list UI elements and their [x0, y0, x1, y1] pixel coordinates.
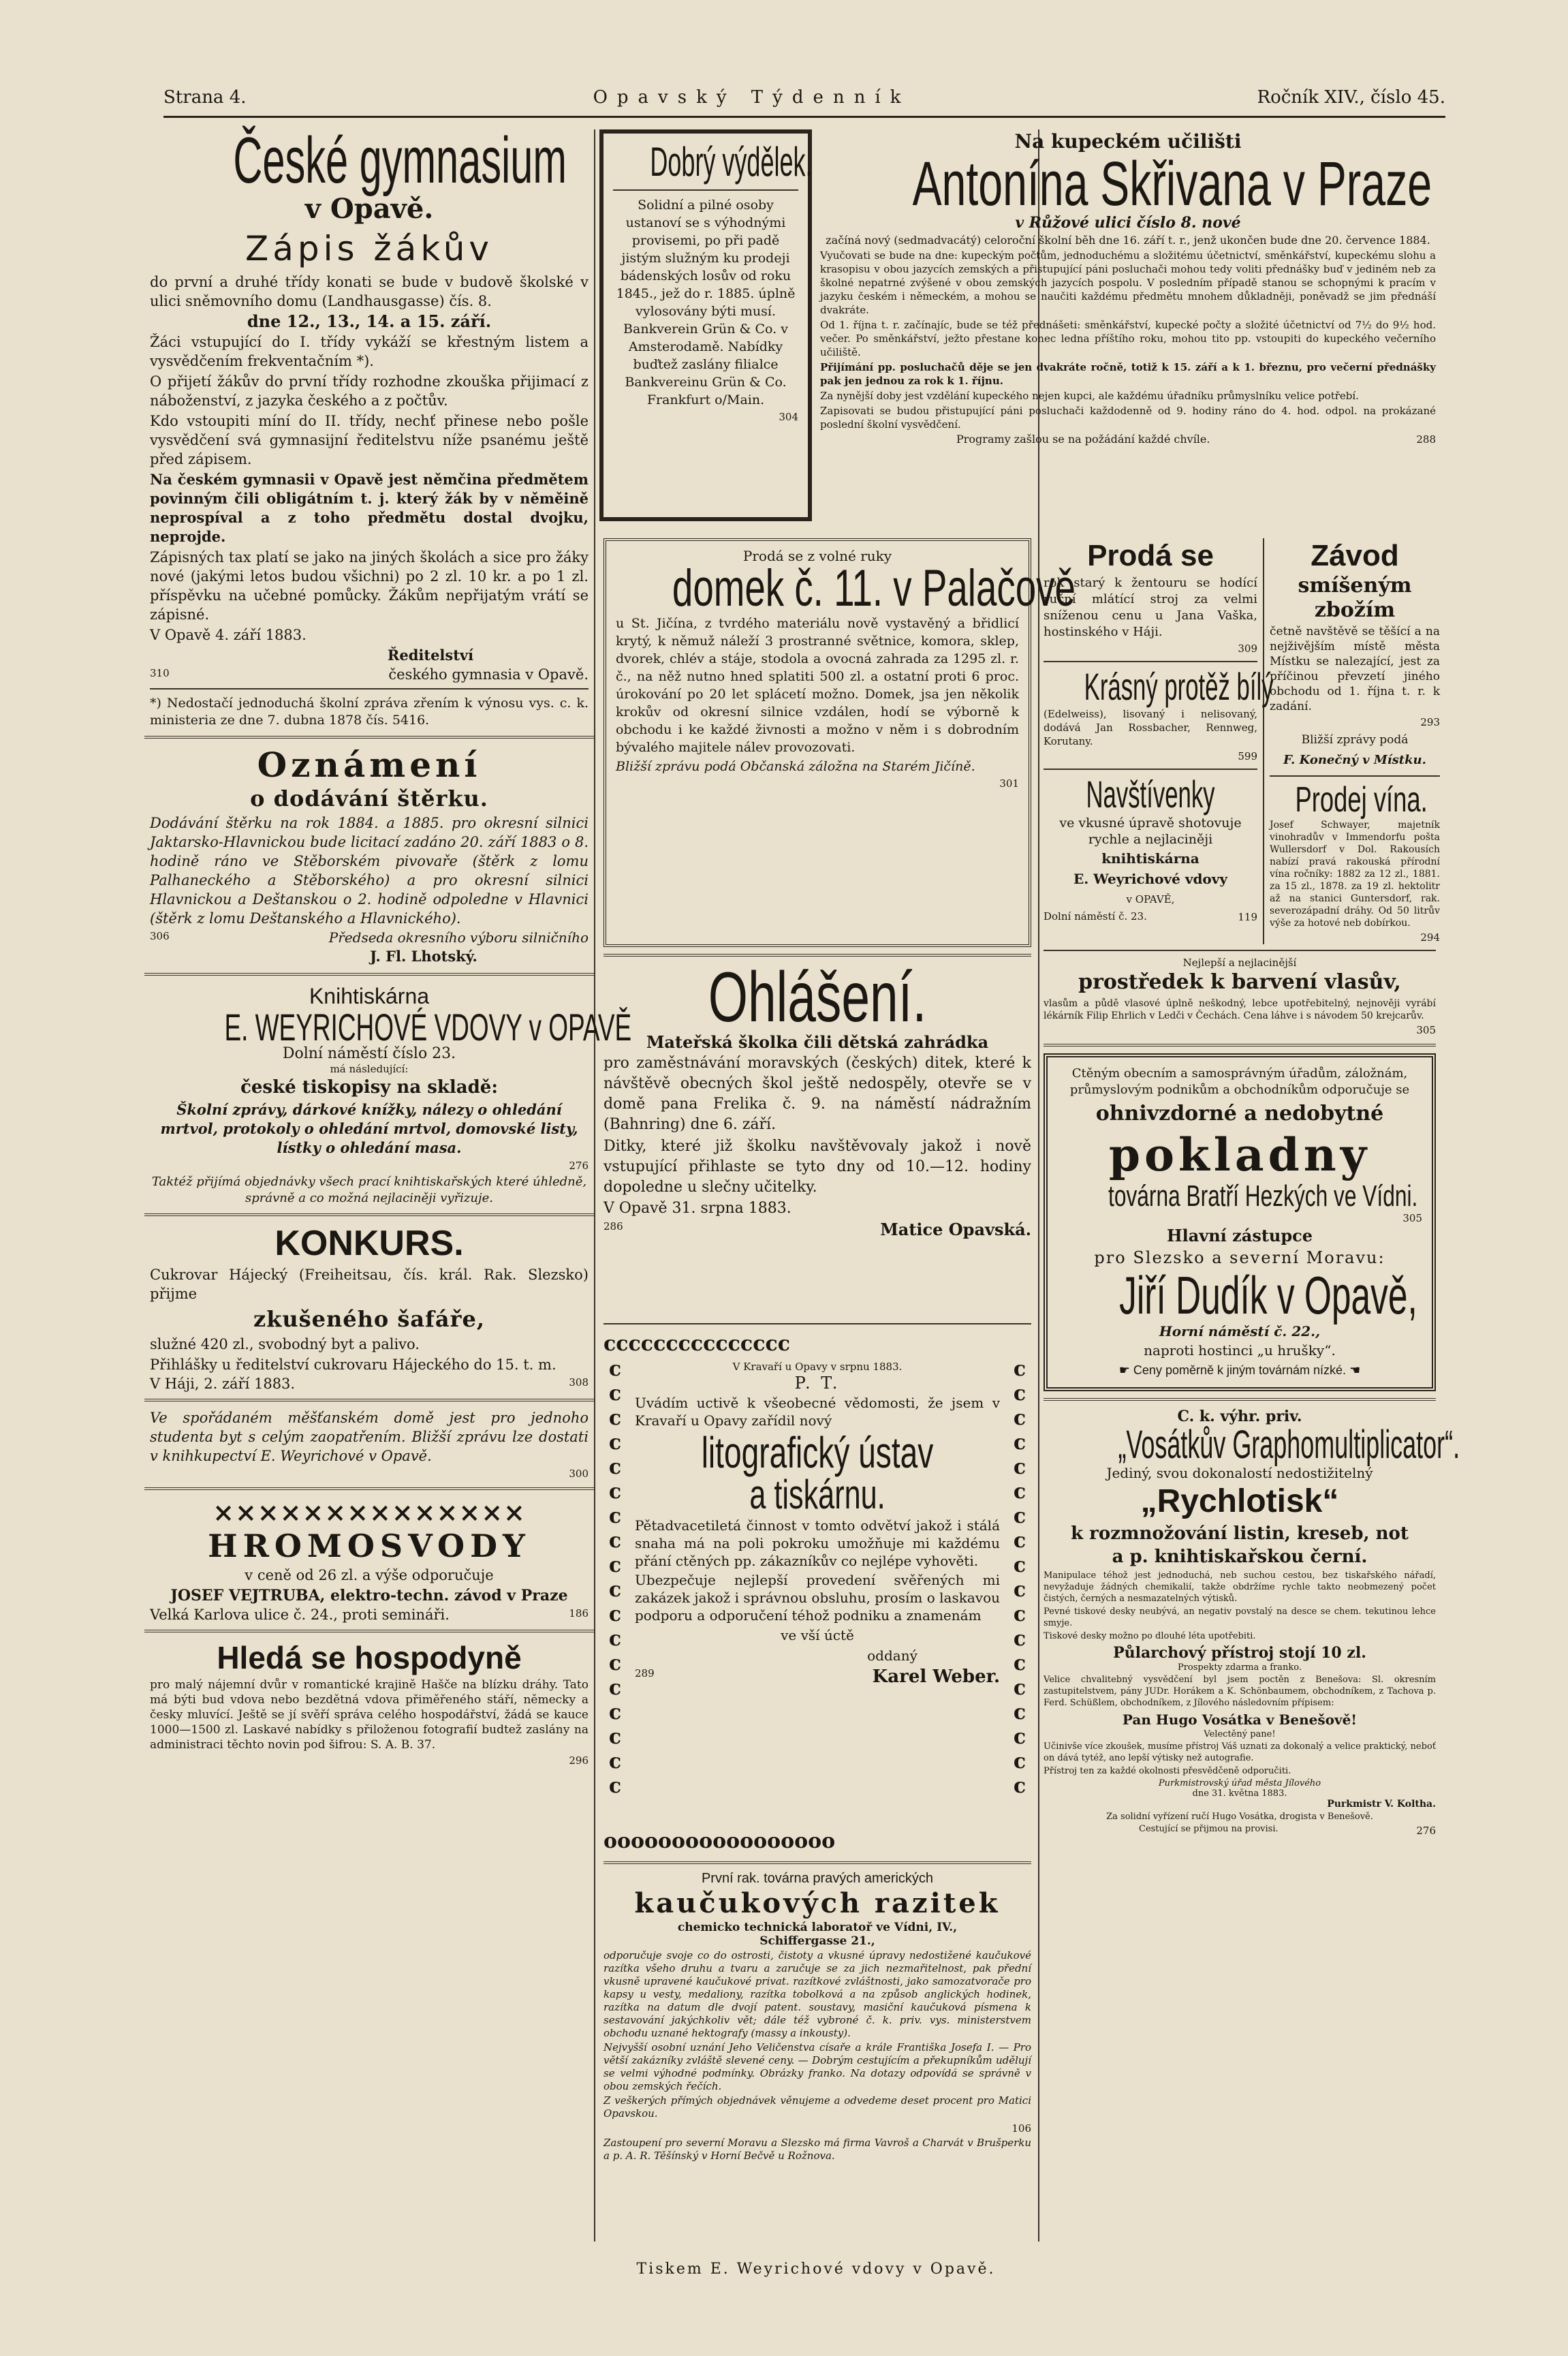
- vosatka-p6: Velice chvalitebný vysvědčení byl jsem poctěn z Benešova: Sl. okresním zastupitelstvem, pány JUDr. Horákem a K. Schönbaumem, obchodníkem, z Tachova p. Ferd. Schüßlem, obchodníkem, z Jílového následovním přípisem:: [1044, 1675, 1436, 1708]
- right-sub-right: [1264, 538, 1440, 944]
- right-row-1: [1044, 538, 1440, 944]
- ad-number: 599: [1238, 750, 1257, 762]
- vosatka-title2: „Rychlotisk“: [1140, 1483, 1339, 1519]
- oznameni-title: Oznámení: [257, 745, 482, 785]
- ad-number: 289: [635, 1667, 655, 1679]
- lito-title: litografický ústav: [701, 1428, 934, 1477]
- kupecke-row: [820, 433, 1436, 446]
- lito-title2: a tiskárnu.: [749, 1472, 885, 1517]
- student-text: Ve spořádaném měšťanském domě jest pro jednoho studenta byt s celým zaopatřením. Bližší zprávu lze dostati v knihkupectví E. Weyrichové v Opavě.: [150, 1410, 589, 1464]
- hospodyne-title: Hledá se hospodyně: [217, 1640, 522, 1675]
- navstivenky-row: [1044, 910, 1257, 924]
- page-header: [163, 80, 1445, 114]
- dobry-ad-wrap: [594, 129, 816, 525]
- vosatka-p7: Velectěný pane!: [1204, 1729, 1276, 1739]
- pokladny-p2: Hlavní zástupce: [1166, 1226, 1313, 1245]
- vino-text: Josef Schwayer, majetník vinohradův v Immendorfu pošta Wullersdorf v Dol. Rakousích nabízí pravá rakouská přírodní vína ročníky: 1882 za 12 zl., 1881. za 15 zl., 1878. za 19 zl. hektolitr až na stanici Guntersdorf, rak. severozápadní dráhy. Od 50 litrův výše za hotové neb dobírkou.: [1270, 820, 1440, 929]
- ohlaseni-text2: Ditky, které již školku navštěvovaly jakož i nově vstupující přihlaste se tyto dny od 10.—12. hodiny dopoledne u slečny učitelky.: [603, 1138, 1031, 1196]
- gymnasium-p2: Žáci vstupující do I. třídy vykáží se křestným listem a vysvědčením frekventačním *).: [150, 334, 589, 369]
- knihtiskarna-note: Taktéž přijímá objednávky všech prací knihtiskařských které úhledně, správně a co možná nejlaciněji vyřizuje.: [151, 1175, 587, 1205]
- ad-number: 305: [1402, 1212, 1422, 1224]
- vosatka-ad: [1044, 1408, 1460, 1838]
- ad-number: 308: [569, 1376, 589, 1389]
- navstivenky-p5: Dolní náměstí č. 23.: [1044, 910, 1147, 923]
- kupecke-p3: Od 1. října t. r. začínajíc, bude se též přednášeti: směnkářství, kupecké počty a složité účetnictví od 7½ do 9½ hod. večer. Po směnkářství, ježto přestane konec ledna příštího roku, mohou tito pp. vstoupiti do kupeckého večerního učiliště.: [820, 319, 1436, 358]
- vlasy-ad: [1044, 957, 1436, 1037]
- gymnasium-sign-row: [150, 666, 589, 683]
- navstivenky-p3: E. Weyrichové vdovy: [1073, 871, 1228, 887]
- vosatka-title4: a p. knihtiskařskou černí.: [1112, 1547, 1368, 1567]
- lito-p5: oddaný: [867, 1647, 918, 1664]
- knihtiskarna-ad: [144, 982, 632, 1207]
- dobry-ad: [599, 129, 812, 521]
- hromosvody-p3: Velká Karlova ulice č. 24., proti semináři.: [150, 1607, 450, 1623]
- prodase-title: Prodá se: [1087, 539, 1214, 572]
- right-sub-left: [1044, 538, 1274, 944]
- konkurs-p2: služné 420 zl., svobodný byt a palivo.: [150, 1336, 420, 1352]
- page-number: Strana 4.: [163, 87, 247, 108]
- pokladny-p6: ☛ Ceny poměrně k jiným továrnám nízké. ☚: [1118, 1363, 1361, 1377]
- gymnasium-place-date: V Opavě 4. září 1883.: [150, 627, 307, 643]
- vosatka-title3: k rozmnožování listin, kreseb, not: [1071, 1523, 1409, 1544]
- vosatka-p5: Prospekty zdarma a franko.: [1177, 1662, 1302, 1673]
- hromosvody-p2: JOSEF VEJTRUBA, elektro-techn. závod v Praze: [170, 1587, 568, 1605]
- konkurs-post: zkušeného šafáře,: [253, 1306, 485, 1332]
- ad-number: 186: [569, 1607, 589, 1619]
- ohlaseni-sign-row: [603, 1220, 1031, 1239]
- lito-p1: Uvádím uctivě k všeobecné vědomosti, že jsem v Kravaří u Opavy zařídil nový: [635, 1395, 1000, 1429]
- ad-number: 106: [1012, 2122, 1031, 2135]
- vosatka-p1: Jediný, svou dokonalostí nedostižitelný: [1106, 1465, 1373, 1481]
- ad-number: 306: [150, 930, 170, 942]
- gymnasium-ad: [144, 124, 594, 729]
- ad-number: 288: [1416, 433, 1436, 446]
- zavod-title: Závod: [1311, 539, 1399, 572]
- lito-p4: ve vší úctě: [781, 1627, 854, 1643]
- vlasy-text: vlasům a půdě vlasové úplně neškodný, lebce upotřebitelný, nejnověji vyrábí lékárník Filip Ehrlich v Ledči v Čechách. Cena láhve i s návodem 50 krejcarův.: [1044, 998, 1436, 1021]
- domek-text: u St. Jičína, z tvrdého materiálu nově vystavěný a břidlicí krytý, k němuž náleží 3 prostranné světnice, komora, sklep, dvorek, chlév a stáje, stodola a ovocná zahrada za 1295 zl. r. č., na něž nutno hned splatiti 500 zl. a ostatní proti 6 proc. úrokování po 20 let splácetí možno. Domek, jsa jen několik krokův od okresní silnice vzdálen, hodí se výborně k obchodu i ke každé živnosti a možno v něm i s dobrodním bývalého majitele nálev provozovati.: [616, 616, 1019, 755]
- kupecke-p1: začíná nový (sedmadvacátý) celoroční školní běh dne 16. září t. r., jenž ukončen bude dne 20. července 1884.: [826, 234, 1430, 247]
- zavod-sign: F. Konečný v Místku.: [1283, 753, 1426, 767]
- oznameni-ad: [144, 745, 594, 966]
- gymnasium-city: v Opavě.: [304, 193, 434, 225]
- knihtiskarna-small: má následující:: [330, 1063, 409, 1075]
- ad-number: 304: [779, 411, 798, 423]
- hromosvody-title: HROMOSVODY: [208, 1528, 531, 1564]
- ad-number: 305: [1416, 1024, 1436, 1036]
- kupecke-p7: Programy zašlou se na požádání každé chvíle.: [956, 433, 1210, 446]
- vino-ad: [1270, 782, 1440, 944]
- konkurs-p3: Přihlášky u ředitelství cukrovaru Hájeckého do 15. t. m.: [150, 1357, 556, 1373]
- oznameni-sign1: Předseda okresního výboru silničního: [328, 929, 589, 946]
- domek-ad: [603, 538, 1076, 947]
- gymnasium-footnote: *) Nedostačí jednoduchá školní zpráva zřením k výnosu vys. c. k. ministeria ze dne 7. dubna 1878 čís. 5416.: [150, 696, 589, 728]
- pokladny-title2: pokladny: [1108, 1128, 1371, 1181]
- vlasy-head: Nejlepší a nejlacinější: [1182, 957, 1297, 969]
- vosatka-p13: Cestující se přijmou na provisi.: [1139, 1824, 1279, 1834]
- gymnasium-p5: Na českém gymnasii v Opavě jest němčina předmětem povinným čili obligátním t. j. který žák by v něměině neprospíval a z toho předmětu dostal dvojku, neprojde.: [150, 471, 589, 545]
- lito-p2: Pětadvacetiletá činnost v tomto odvětví jakož i stálá snaha má na poli pokroku umožňuje mi každému přání ctěných pp. zákazníkův co nejlépe vyhověti.: [635, 1517, 1000, 1569]
- dobry-text: Solidní a pilné osoby ustanoví se s výhodnými provisemi, po při padě jistým služným ku prodeji bádenských losův od roku 1845., jež do r. 1885. úplně vylosovány býti musí. Bankverein Grün & Co. v Amsterodamě. Nabídky buďtež zaslány filialce Bankvereinu Grün & Co. Frankfurt o/Main.: [616, 198, 796, 407]
- konkurs-p1: Cukrovar Hájecký (Freiheitsau, čís. král. Rak. Slezsko) přijme: [150, 1267, 589, 1302]
- pointing-hand-icon: ☚: [1349, 1363, 1361, 1377]
- protez-ad: [1044, 665, 1274, 763]
- gymnasium-p1: do první a druhé třídy konati se bude v budově školské v ulici sněmovního domu (Landhausgasse) čís. 8.: [150, 274, 589, 309]
- kupecke-p4: Přijímání pp. posluchačů děje se jen dvakráte ročně, totiž k 15. září a k 1. březnu, pro večerní přednášky pak jen jednou za rok k 1. říjnu.: [820, 361, 1436, 387]
- vosatka-p12: Za solidní vyřízení ručí Hugo Vosátka, drogista v Benešově.: [1106, 1812, 1373, 1822]
- printer-imprint: Tiskem E. Weyrichové vdovy v Opavě.: [636, 2261, 996, 2278]
- lito-p3: Ubezpečuje nejlepší provedení svěřených mi zakázek jakož i správnou obsluhu, prosím o laskavou podporu a odporučení téhož podniku a znamenám: [635, 1572, 1000, 1624]
- gymnasium-p3: O přijetí žákův do první třídy rozhodne zkouška přijimací z náboženství, z jazyka českého a z počtův.: [150, 373, 589, 409]
- vosatka-p4: Tiskové desky možno po dlouhé léta upotřebiti.: [1044, 1631, 1256, 1641]
- ohlaseni-text: pro zaměstnávání moravských (českých) ditek, které k návštěvě obecných škol ještě nedospěly, otevře se v domě pana Frelika č. 9. na náměstí nádražním (Bahnring) dne 6. září.: [603, 1055, 1031, 1133]
- vosatka-addressee: Pan Hugo Vosátka v Benešově!: [1122, 1711, 1358, 1728]
- knihtiskarna-line: české tiskopisy na skladě:: [240, 1077, 498, 1098]
- protez-title: Krásný protěž bílý: [1084, 665, 1274, 708]
- kupecke-head: Na kupeckém učilišti: [1014, 130, 1242, 153]
- razitka-sub2: Schiffergasse 21.,: [759, 1934, 875, 1948]
- vino-title: Prodej vína.: [1295, 780, 1428, 820]
- protez-text: (Edelweiss), lisovaný i nelisovaný, dodává Jan Rossbacher, Rennweg, Korutany.: [1044, 708, 1257, 747]
- pointing-hand-icon: ☛: [1118, 1363, 1130, 1377]
- newspaper-title: Opavský Týdenník: [593, 87, 911, 108]
- navstivenky-p4: v OPAVĚ,: [1126, 893, 1175, 905]
- ad-number: 309: [1238, 642, 1257, 655]
- chain-border-right: cccccccccccccccccc: [1013, 1357, 1026, 1798]
- ad-number: 293: [1420, 716, 1440, 728]
- lito-sign-row: [635, 1667, 1000, 1687]
- vosatka-p9: Přístroj ten za každé okolnosti přesvědčeně odporučiti.: [1044, 1766, 1291, 1776]
- razitka-text2: Nejvyšší osobní uznání Jeho Veličenstva císaře a krále Františka Josefa I. — Pro větší zakázníky zvláště slevené ceny. — Dobrým cestujícím a překupníkům udělují se velmi výhodné podmínky. Obrázky franko. Na dotazy odpovídá se správně v obou zemských řečích.: [603, 2041, 1031, 2092]
- ad-number: 300: [569, 1468, 589, 1480]
- pokladny-p1: Ctěným obecním a samosprávným úřadům, záložnám, průmyslovým podnikům a obchodníkům odporučuje se: [1069, 1066, 1410, 1097]
- konkurs-title: KONKURS.: [275, 1224, 464, 1263]
- ad-number: 286: [603, 1220, 623, 1233]
- zavod-text: četně navštěvě se těšící a na nejživějším místě města Místku se nalezající, jest za příčinou převzetí jiného obchodu od 1. října t. r. k zadání.: [1270, 625, 1440, 713]
- zavod-info: Bližší zprávy podá: [1301, 733, 1409, 747]
- vosatka-p11: dne 31. května 1883.: [1192, 1788, 1287, 1799]
- hromosvody-row: [150, 1607, 589, 1623]
- vosatka-p2: Manipulace téhož jest jednoduchá, neb suchou cestou, bez tiskařského nářadí, nevyžaduje žádných chemikalií, takže obdržíme rychle takto neobmezený počet čistých, černých a nesmazatelných výtisků.: [1044, 1570, 1436, 1604]
- knihtiskarna-title: E. WEYRICHOVÉ VDOVY v OPAVĚ: [224, 1006, 632, 1049]
- ad-number: 296: [569, 1754, 589, 1767]
- lito-ad: [603, 1330, 1031, 1855]
- oznameni-subtitle: o dodávání štěrku.: [250, 786, 488, 811]
- zavod-ad: [1270, 538, 1440, 770]
- hromosvody-p1: v ceně od 26 zl. a výše odporučuje: [245, 1567, 494, 1583]
- crosses-ornament: ××××××××××××××: [213, 1497, 526, 1528]
- ad-number: 276: [1416, 1825, 1436, 1837]
- ohlaseni-ad: [603, 958, 1031, 1318]
- hospodyne-text: pro malý nájemní dvůr v romantické krajině Hašče na blízku dráhy. Tato má býti bud vdova nebo bezdětná vdova přiměřeného stáří, německy a česky mluvící. Ještě se jí svěří správa celého hospodářství, žádá se kauce 1000—1500 zl. Laskavé nabídky s přiloženou fotografií budtež zaslány na administraci těchto novin pod šifrou: S. A. B. 37.: [150, 1678, 589, 1752]
- navstivenky-ad: [1044, 775, 1257, 924]
- chain-border-left: cccccccccccccccccc: [608, 1357, 622, 1798]
- gymnasium-sign2: českého gymnasia v Opavě.: [388, 666, 589, 683]
- issue-number: Ročník XIV., číslo 45.: [1257, 87, 1445, 108]
- domek-info: Bližší zprávu podá Občanská záložna na Starém Jičíně.: [616, 759, 975, 774]
- gymnasium-p6: Zápisných tax platí se jako na jiných školách a sice pro žáky nové (jakými letos budou všichni) po 2 zl. 10 kr. a po 1 zl. příspěvku na učebné pomůcky. Žákům nepřijatým vrátí se zápisné.: [150, 549, 589, 623]
- enrolment-title: Zápis žákův: [245, 229, 494, 268]
- kupecke-p6: Zapisovati se budou přistupující páni posluchači každodenně od 9. hodiny ráno do 4. hod. odpol. na prokázané poslední školní vysvědčení.: [820, 405, 1436, 431]
- pokladny-title3: továrna Bratří Hezkých ve Vídni.: [1108, 1179, 1418, 1213]
- pokladny-p4: Horní náměstí č. 22.,: [1159, 1323, 1321, 1339]
- vlasy-title: prostředek k barvení vlasův,: [1078, 970, 1401, 994]
- domek-head: Prodá se z volné ruky: [742, 548, 892, 564]
- kupecke-p2: Vyučovati se bude na dne: kupeckým počtům, jednoduchému a složitému účetnictví, směnkářství, kupeckému slohu a krasopisu v obou jazycích zemských a přistupující páni posluchači mohou tedy voliti přednášky buď v jediném neb za školné nepatrné zvýšené v obou zemských jazycích pospolu. V posledním případě stanou se schopnými k pracím v jazyku českém i německém, a mohou se naučiti každému předmětu mnohem důkladněji, poněvadž se jim přednáší dvakráte.: [820, 249, 1436, 316]
- prodase-text: rok starý k žentouru se hodící ruční mlátící stroj za velmi sníženou cenu u Jana Vaška, hostinského v Háji.: [1044, 576, 1257, 639]
- vosatka-price: Půlarchový přístroj stojí 10 zl.: [1113, 1644, 1366, 1662]
- zavod-title2: smíšeným zbožím: [1298, 574, 1412, 622]
- lito-sign: Karel Weber.: [872, 1667, 1000, 1687]
- dobry-title: Dobrý výdělek.: [650, 139, 813, 185]
- oznameni-sign2: J. Fl. Lhotský.: [370, 948, 477, 965]
- ad-number: 294: [1420, 931, 1440, 944]
- navstivenky-p2: knihtiskárna: [1101, 850, 1199, 867]
- pokladny-p3: pro Slezsko a severní Moravu:: [1094, 1248, 1385, 1267]
- vosatka-sign: Purkmistr V. Koltha.: [1327, 1799, 1436, 1810]
- knihtiskarna-addr: Dolní náměstí číslo 23.: [282, 1045, 456, 1062]
- prodase-ad: [1044, 538, 1257, 655]
- ohlaseni-sub: Mateřská školka čili dětská zahrádka: [646, 1032, 989, 1052]
- pokladny-p5: naproti hostinci „u hrušky“.: [1144, 1342, 1336, 1359]
- pokladny-title1: ohnivzdorné a nedobytné: [1095, 1102, 1384, 1126]
- vosatka-row: [1044, 1824, 1436, 1838]
- konkurs-ad: [144, 1223, 594, 1392]
- chain-border-top: ccccccccccccccc: [603, 1331, 790, 1356]
- ad-number: 301: [999, 777, 1019, 790]
- oznameni-sign-row: [150, 929, 589, 946]
- vosatka-title: „Vosátkův Graphomultiplicator“.: [1118, 1423, 1460, 1467]
- domek-title: domek č. 11. v Palačově: [672, 559, 1076, 617]
- navstivenky-p1: ve vkusné úpravě shotovuje rychle a nejlaciněji: [1059, 816, 1242, 847]
- pokladny-title4: Jiří Dudík v Opavě,: [1119, 1265, 1417, 1325]
- konkurs-sign-row: [150, 1376, 589, 1392]
- knihtiskarna-items: Školní zprávy, dárkové knížky, nálezy o ohledání mrtvol, protokoly o ohledání mrtvol, domovské listy, lístky o ohledání masa.: [160, 1101, 578, 1156]
- vosatka-p10: Purkmistrovský úřad města Jílového: [1158, 1778, 1321, 1788]
- gymnasium-dates: dne 12., 13., 14. a 15. září.: [247, 311, 492, 331]
- knihtiskarna-head: Knihtiskárna: [309, 984, 430, 1008]
- kupecke-ad: [816, 129, 1440, 531]
- column-middle: [594, 538, 1076, 2255]
- ohlaseni-place-date: V Opavě 31. srpna 1883.: [603, 1200, 791, 1217]
- razitka-text4: Zastoupení pro severní Moravu a Slezsko má firma Vavroš a Charvát v Brušperku a p. A. R. Těšínský v Horní Bečvě u Rožnova.: [603, 2137, 1031, 2162]
- razitka-text3: Z veškerých přímých objednávek věnujeme a odvedeme deset procent pro Matici Opavskou.: [603, 2094, 1031, 2120]
- gymnasium-p4: Kdo vstoupiti míní do II. třídy, nechť přinese nebo pošle vysvědčení svá gymnasijní ředitelstvu níže psanému ještě před zápisem.: [150, 413, 589, 467]
- vosatka-head: C. k. výhr. priv.: [1177, 1408, 1302, 1425]
- ad-number: 276: [569, 1160, 589, 1172]
- oznameni-body: Dodávání štěrku na rok 1884. a 1885. pro okresní silnici Jaktarsko-Hlavnickou bude licitací zadáno 20. září 1883 o 8. hodině ráno ve Stěborském pivovaře (štěrk z lomu Palhaneckého a Stěborského) a pro okresní silnici Hlavnickou a Deštanskou o 2. hodině odpoledne v Hlavnici (štěrk z lomu Deštanského a Hlavnického).: [150, 815, 589, 927]
- ad-number: 119: [1238, 911, 1257, 923]
- razitka-ad: [603, 1871, 1031, 2163]
- student-ad: [144, 1408, 594, 1481]
- chain-border-bottom: ooooooooooooooooo: [603, 1829, 836, 1853]
- lito-date: V Kravaří u Opavy v srpnu 1883.: [732, 1361, 903, 1373]
- vosatka-p8: Učinivše více zkoušek, musíme přístroj Váš uznati za dokonalý a velice praktický, neboť on dává tytéž, ano lepší výtisky než autografie.: [1044, 1741, 1436, 1763]
- ohlaseni-sign: Matice Opavská.: [880, 1220, 1031, 1239]
- gymnasium-title: České gymnasium: [233, 124, 567, 197]
- ad-number: 310: [150, 667, 170, 679]
- column-right: [1038, 538, 1460, 2255]
- navstivenky-title: Navštívenky: [1086, 773, 1215, 816]
- kupecke-title: Antonína Skřivana v Praze: [912, 149, 1432, 219]
- hromosvody-ad: [144, 1497, 594, 1623]
- kupecke-addr: v Růžové ulici číslo 8. nové: [1015, 214, 1241, 232]
- vosatka-p3: Pevné tiskové desky neubývá, an negativ povstalý na desce se chem. tekutinou lehce smyje.: [1044, 1607, 1436, 1628]
- ohlaseni-title: Ohlášení.: [708, 958, 927, 1037]
- kupecke-p5: Za nynější doby jest vzdělání kupeckého nejen kupci, ale každému úřadníku průmyslníku velice potřebí.: [820, 390, 1359, 402]
- konkurs-place-date: V Háji, 2. září 1883.: [150, 1376, 296, 1392]
- razitka-text: odporučuje svoje co do ostrosti, čistoty a vkusné úpravy nedostižené kaučukové razítka všeho druhu a tvaru a zaručuje se za jich nezmařitelnost, pak přední vkusně upravené kaučukové privat. razítkové zvláštnosti, jako samozatvorače pro kapsy u vesty, medaliony, razítka tobolková a na způsob anglických hodinek, razítka na datum dle dvojí patent. soustavy, masiční kaučuková písmena k sestavování jakýchkoliv vět; dále též vybroné č. k. priv. vys. ministerstvem obchodu uznané hektografy (massy a inkousty).: [603, 1949, 1031, 2039]
- lito-pt: P. T.: [794, 1374, 841, 1393]
- razitka-title: kaučukových razitek: [634, 1887, 1001, 1919]
- razitka-sub1: chemicko technická laboratoř ve Vídni, IV.,: [677, 1921, 958, 1934]
- hospodyne-ad: [144, 1639, 594, 1767]
- pokladny-ad: [1044, 1053, 1436, 1391]
- gymnasium-sign1: Ředitelství: [387, 647, 474, 664]
- header-rule: [163, 116, 1445, 118]
- razitka-head: První rak. továrna pravých amerických: [701, 1871, 934, 1886]
